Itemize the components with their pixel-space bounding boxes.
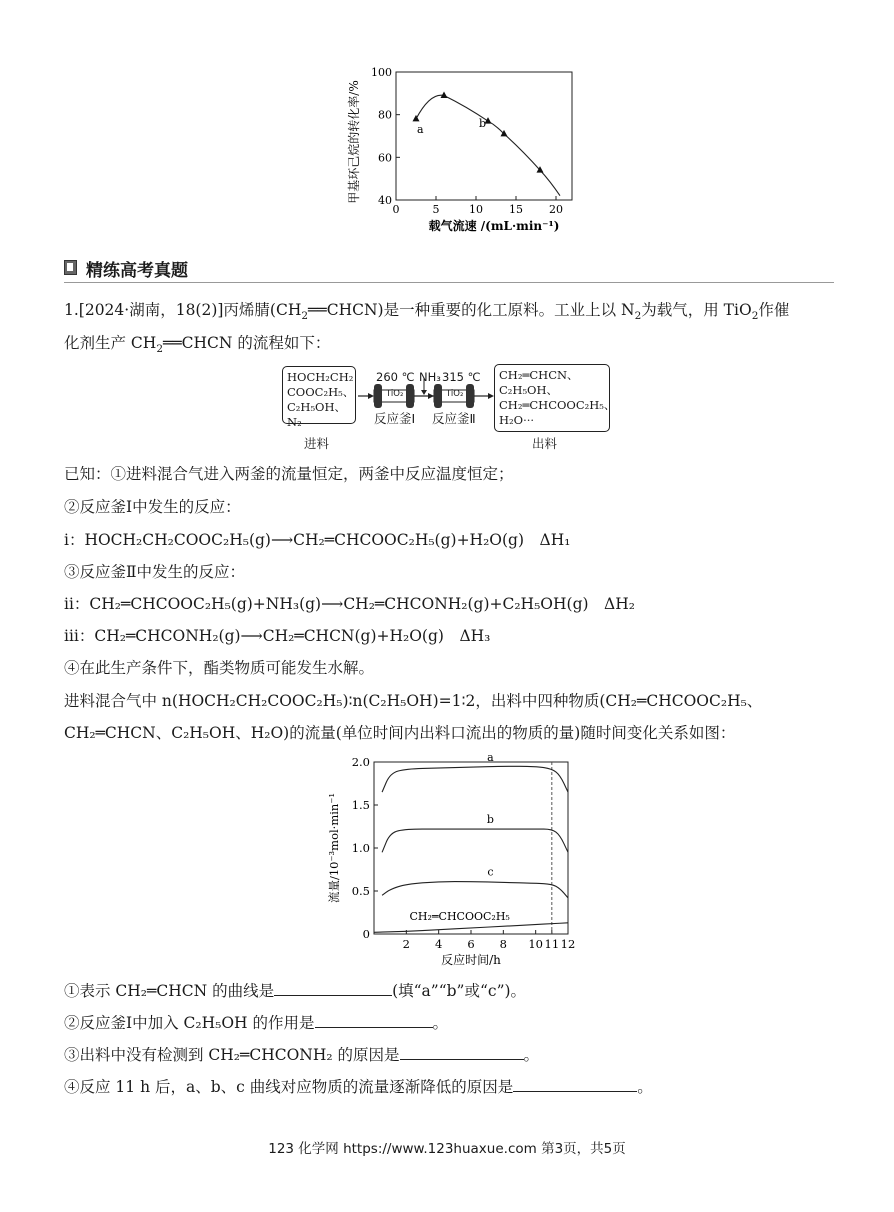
- conversion-curve: [416, 95, 560, 196]
- question-1-text: ①表示 CH₂═CHCN 的曲线是: [64, 982, 275, 1000]
- y-tick-label: 0.5: [351, 884, 370, 898]
- intro-text: 1.[2024·湖南，18(2)]丙烯腈(CH: [64, 301, 302, 319]
- reactor-1-temperature: 260 ℃: [376, 370, 415, 384]
- question-intro-line-2: 化剂生产 $CH_2══CHCN$ 的流程如下：: [64, 334, 331, 356]
- x-tick-label: 8: [499, 937, 507, 951]
- question-3-text: ③出料中没有检测到 CH₂═CHCONH₂ 的原因是: [64, 1046, 400, 1064]
- y-tick-label: 80: [378, 108, 392, 122]
- series-line-3: [382, 882, 568, 898]
- product-line-2: C₂H₅OH、: [499, 383, 559, 397]
- answer-blank-1[interactable]: [274, 979, 392, 996]
- series-label-4: CH₂═CHCOOC₂H₅: [409, 909, 510, 923]
- x-tick-label: 0: [392, 203, 400, 216]
- question-4-text: ④反应 11 h 后，a、b、c 曲线对应物质的流量逐渐降低的原因是: [64, 1078, 514, 1096]
- x-axis-label: 反应时间/h: [441, 953, 501, 967]
- series-line-1: [382, 766, 568, 792]
- ammonia-input-label: NH₃: [419, 370, 441, 384]
- feed-line-2: COOC₂H₅、: [287, 385, 355, 399]
- reaction-i: ⅰ：HOCH₂CH₂COOC₂H₅(g)⟶CH₂═CHCOOC₂H₅(g)+H₂O(g) ΔH₁: [64, 531, 571, 549]
- y-tick-label: 1.0: [351, 841, 370, 855]
- y-tick-label: 40: [378, 194, 392, 207]
- document-icon: [64, 260, 77, 275]
- x-tick-label: 6: [467, 937, 475, 951]
- question-1-hint: (填“a”“b”或“c”)。: [392, 982, 527, 1000]
- question-2: [64, 1011, 448, 1035]
- product-line-3: CH₂═CHCOOC₂H₅、: [499, 398, 616, 412]
- question-4: [64, 1075, 653, 1099]
- intro-text-6: CHCN 的流程如下：: [181, 334, 331, 352]
- x-tick-label: 20: [549, 203, 563, 216]
- product-line-4: H₂O···: [499, 413, 535, 427]
- intro-text-5: 化剂生产 CH: [64, 334, 157, 352]
- product-box: [494, 364, 616, 432]
- x-tick-label: 15: [509, 203, 523, 216]
- flow-rate-chart: [322, 752, 584, 974]
- section-title: 精练高考真题: [86, 261, 188, 281]
- intro-text-4: 作催: [758, 301, 790, 319]
- series-label-2: b: [486, 813, 494, 827]
- reactor-1-label: 反应釜Ⅰ: [374, 411, 416, 426]
- reactor-2-label: 反应釜Ⅱ: [432, 411, 476, 426]
- known-condition-3: ③反应釜Ⅱ中发生的反应：: [64, 563, 246, 581]
- known-condition-1: 已知：①进料混合气进入两釜的流量恒定，两釜中反应温度恒定；: [64, 465, 514, 483]
- point-label: a: [417, 122, 424, 136]
- series-label-3: c: [487, 865, 494, 879]
- plot-frame: [374, 762, 568, 934]
- x-tick-label: 5: [432, 203, 440, 216]
- data-point: [413, 115, 420, 122]
- y-tick-label: 60: [378, 151, 392, 165]
- intro-text-2: CHCN)是一种重要的化工原料。工业上以 N: [326, 301, 635, 319]
- series-line-2: [382, 829, 568, 852]
- question-1: [64, 979, 526, 1003]
- known-condition-4: ④在此生产条件下，酯类物质可能发生水解。: [64, 659, 375, 677]
- x-axis-label: 载气流速 /(mL·min⁻¹): [428, 219, 560, 233]
- y-axis-label: 甲基环己烷的转化率/%: [347, 80, 361, 204]
- question-intro-line-1: 1.[2024·湖南，18(2)]丙烯腈$(CH_2══CHCN)$是一种重要的化工原料。工业上以 $N_2$为载气，用 TiO$_2$作催: [64, 301, 790, 323]
- question-3-end: 。: [523, 1046, 540, 1064]
- intro-text-3: 为载气，用 TiO: [641, 301, 752, 319]
- reactor-2-catalyst: TiO₂: [446, 389, 464, 399]
- reaction-iii: ⅲ：CH₂═CHCONH₂(g)⟶CH₂═CHCN(g)+H₂O(g) ΔH₃: [64, 627, 491, 645]
- question-2-end: 。: [432, 1014, 449, 1032]
- question-2-text: ②反应釜Ⅰ中加入 C₂H₅OH 的作用是: [64, 1014, 315, 1032]
- series-label-1: a: [487, 752, 494, 765]
- product-line-1: CH₂═CHCN、: [499, 368, 579, 382]
- page-footer: 123 化学网 https://www.123huaxue.com 第3页，共5页: [268, 1141, 626, 1157]
- question-3: [64, 1043, 539, 1067]
- question-4-end: 。: [637, 1078, 653, 1096]
- feed-box: [282, 366, 356, 429]
- point-label: b: [479, 117, 487, 131]
- x-tick-label: 4: [435, 937, 443, 951]
- y-tick-label: 2.0: [351, 755, 370, 769]
- feed-line-1: HOCH₂CH₂: [287, 370, 354, 384]
- known-condition-2: ②反应釜Ⅰ中发生的反应：: [64, 498, 241, 516]
- product-caption: 出料: [532, 436, 558, 451]
- x-tick-label: 2: [402, 937, 410, 951]
- y-tick-label: 1.5: [351, 798, 370, 812]
- answer-blank-2[interactable]: [315, 1011, 433, 1028]
- feed-caption: 进料: [304, 436, 330, 451]
- flow-description-1: 进料混合气中 n(HOCH₂CH₂COOC₂H₅)∶n(C₂H₅OH)=1∶2，出料中四种物质(CH₂═CHCOOC₂H₅、: [64, 692, 763, 710]
- section-divider: [64, 282, 834, 283]
- x-tick-label: 10: [528, 937, 543, 951]
- x-tick-label: 10: [469, 203, 483, 216]
- answer-blank-4[interactable]: [513, 1075, 637, 1092]
- plot-frame: [396, 72, 572, 200]
- reaction-ii: ⅱ：CH₂═CHCOOC₂H₅(g)+NH₃(g)⟶CH₂═CHCONH₂(g)+C₂H₅OH(g) ΔH₂: [64, 595, 635, 613]
- y-axis-label: 流量/10⁻³mol·min⁻¹: [327, 792, 341, 904]
- answer-blank-3[interactable]: [400, 1043, 524, 1060]
- process-flow-diagram: [282, 364, 616, 454]
- y-tick-label: 0: [362, 927, 370, 941]
- feed-line-3: C₂H₅OH、N₂: [287, 400, 347, 429]
- reactor-2-temperature: 315 ℃: [442, 370, 481, 384]
- x-tick-label: 12: [560, 937, 576, 951]
- flow-description-2: CH₂═CHCN、C₂H₅OH、H₂O)的流量(单位时间内出料口流出的物质的量)随时间变化关系如图：: [64, 724, 736, 742]
- reactor-1-catalyst: TiO₂: [386, 389, 404, 399]
- conversion-rate-chart: [340, 60, 580, 245]
- x-tick-label: 11: [544, 937, 560, 951]
- y-tick-label: 100: [371, 66, 392, 79]
